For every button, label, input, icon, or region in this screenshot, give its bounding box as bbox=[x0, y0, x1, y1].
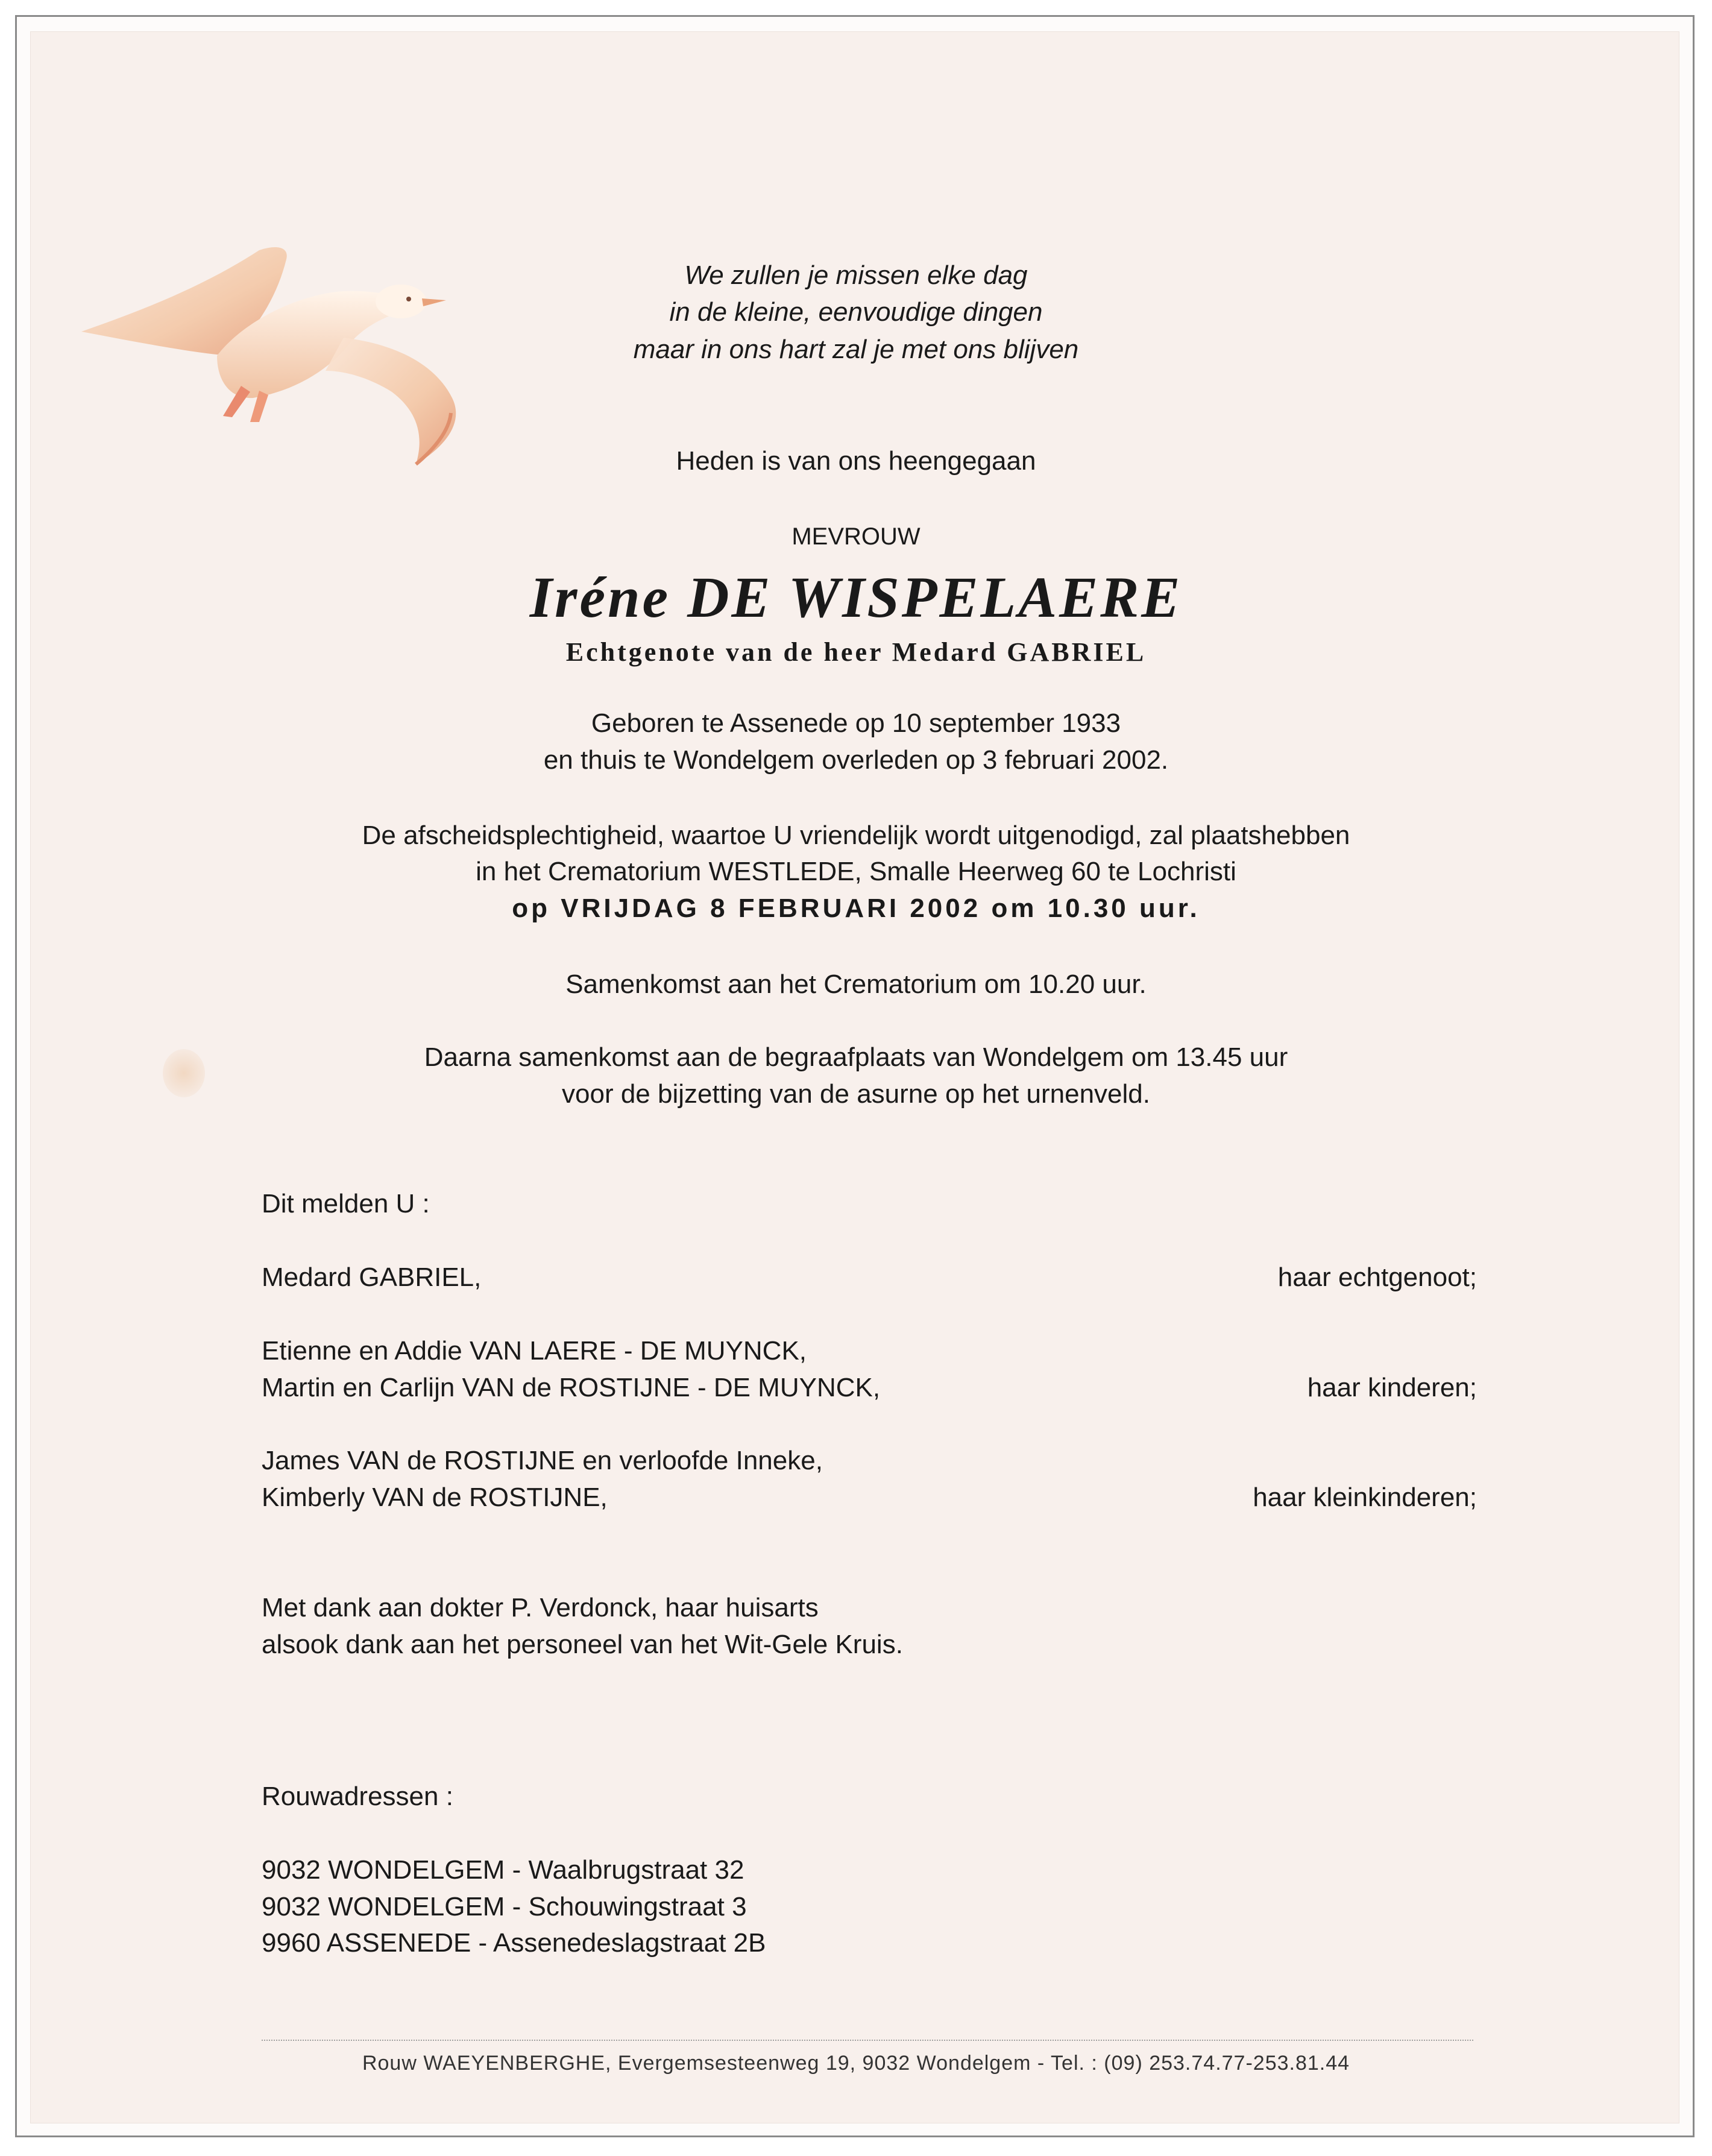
birth-line: Geboren te Assenede op 10 september 1933 bbox=[591, 708, 1121, 738]
grandchildren-role: haar kleinkinderen; bbox=[1253, 1483, 1477, 1512]
cemetery-line-1: Daarna samenkomst aan de begraafplaats van Wondelgem om 13.45 uur bbox=[424, 1042, 1288, 1072]
children-role: haar kinderen; bbox=[1307, 1373, 1477, 1402]
verse-line-2: in de kleine, eenvoudige dingen bbox=[669, 297, 1043, 327]
footer-divider bbox=[262, 2040, 1473, 2041]
children-line-2: Martin en Carlijn VAN de ROSTIJNE - DE MUYNCK, bbox=[262, 1373, 881, 1402]
verse-line-1: We zullen je missen elke dag bbox=[684, 260, 1028, 290]
verse-line-3: maar in ons hart zal je met ons blijven bbox=[633, 335, 1079, 364]
thanks-line-1: Met dank aan dokter P. Verdonck, haar huisarts bbox=[262, 1593, 819, 1622]
announcement: Heden is van ons heengegaan bbox=[676, 446, 1036, 476]
gathering-note: Samenkomst aan het Crematorium om 10.20 uur. bbox=[565, 969, 1147, 999]
funeral-home-footer: Rouw WAEYENBERGHE, Evergemsesteenweg 19, 9032 Wondelgem - Tel. : (09) 253.74.77-253.81.44 bbox=[362, 2052, 1350, 2075]
death-line: en thuis te Wondelgem overleden op 3 februari 2002. bbox=[543, 745, 1169, 775]
spouse-name: Medard GABRIEL, bbox=[262, 1262, 482, 1292]
cemetery-line-2: voor de bijzetting van de asurne op het urnenveld. bbox=[562, 1079, 1150, 1109]
spouse-line: Echtgenote van de heer Medard GABRIEL bbox=[565, 637, 1147, 667]
address-line-2: 9032 WONDELGEM - Schouwingstraat 3 bbox=[262, 1892, 747, 1921]
address-line-1: 9032 WONDELGEM - Waalbrugstraat 32 bbox=[262, 1855, 744, 1885]
ceremony-date: op VRIJDAG 8 FEBRUARI 2002 om 10.30 uur. bbox=[512, 894, 1200, 923]
spouse-role: haar echtgenoot; bbox=[1277, 1262, 1477, 1292]
deceased-name: Iréne DE WISPELAERE bbox=[529, 565, 1183, 629]
children-line-1: Etienne en Addie VAN LAERE - DE MUYNCK, bbox=[262, 1336, 807, 1366]
notified-by: Dit melden U : bbox=[262, 1189, 430, 1218]
address-line-3: 9960 ASSENEDE - Assenedeslagstraat 2B bbox=[262, 1928, 766, 1958]
grandchildren-line-1: James VAN de ROSTIJNE en verloofde Inneke, bbox=[262, 1446, 823, 1475]
ceremony-line-1: De afscheidsplechtigheid, waartoe U vriendelijk wordt uitgenodigd, zal plaatshebben bbox=[362, 821, 1350, 850]
honorific: MEVROUW bbox=[791, 523, 921, 550]
addresses-heading: Rouwadressen : bbox=[262, 1782, 453, 1811]
grandchildren-line-2: Kimberly VAN de ROSTIJNE, bbox=[262, 1483, 608, 1512]
ceremony-line-2: in het Crematorium WESTLEDE, Smalle Heerweg 60 te Lochristi bbox=[476, 857, 1236, 886]
thanks-line-2: alsook dank aan het personeel van het Wit-Gele Kruis. bbox=[262, 1630, 903, 1659]
